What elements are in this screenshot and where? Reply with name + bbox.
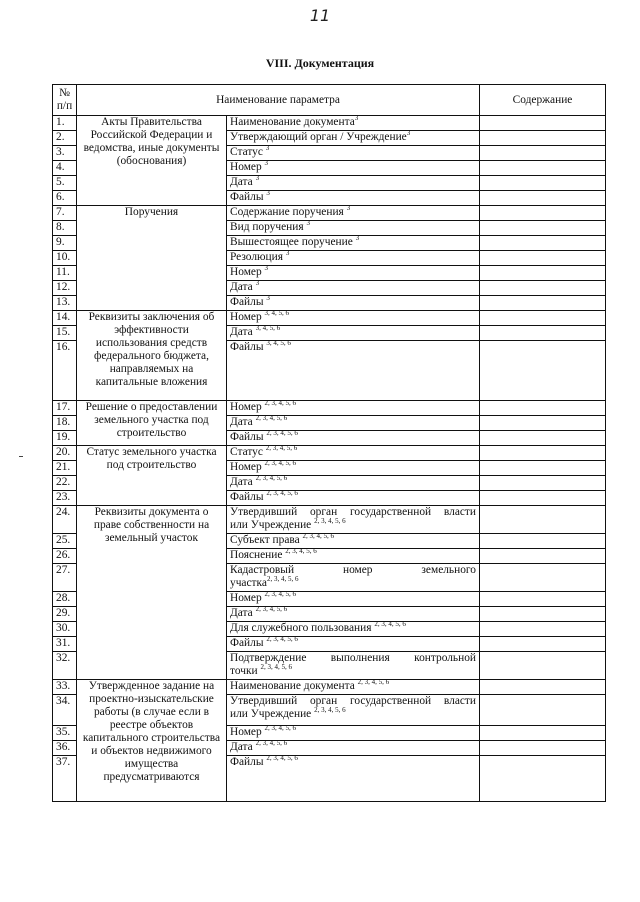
- content-cell: [480, 401, 606, 416]
- content-cell: [480, 652, 606, 680]
- row-number: 36.: [53, 741, 77, 756]
- param-name-text: Статус: [230, 146, 266, 158]
- footnote-ref: 3: [355, 234, 360, 242]
- content-cell: [480, 622, 606, 637]
- content-cell: [480, 191, 606, 206]
- row-number: 14.: [53, 311, 77, 326]
- footnote-ref: 3: [266, 189, 270, 197]
- group-label: Реквизиты заключения об эффективности использования средств федерального бюджета, направляемых на капитальные вложения: [77, 311, 227, 401]
- row-number: 4.: [53, 161, 77, 176]
- param-name-text: Утверждающий орган / Учреждение: [230, 131, 407, 143]
- param-name-text: Файлы: [230, 756, 267, 768]
- param-name-text: Номер: [230, 311, 265, 323]
- table-header-row: [53, 85, 606, 116]
- param-name-text: точки: [230, 665, 261, 677]
- row-number: 10.: [53, 251, 77, 266]
- footnote-ref: 2, 3, 4, 5, 6: [255, 739, 288, 747]
- section-title: VIII. Документация: [265, 56, 375, 70]
- content-cell: [480, 491, 606, 506]
- row-number: 21.: [53, 461, 77, 476]
- content-cell: [480, 607, 606, 622]
- row-number: 22.: [53, 476, 77, 491]
- param-name-text: Статус: [230, 446, 266, 458]
- row-number: 2.: [53, 131, 77, 146]
- header-content: Содержание: [480, 85, 606, 116]
- param-name-text: Дата: [230, 416, 256, 428]
- footnote-ref: 3, 4, 5, 6: [266, 339, 291, 347]
- footnote-ref: 2, 3, 4, 5, 6: [255, 605, 288, 613]
- table-row: [53, 680, 606, 695]
- param-name: [227, 637, 480, 652]
- param-name-text: Номер: [230, 266, 265, 278]
- group-label: Акты Правительства Российской Федерации и ведомства, иные документы (обоснования): [77, 116, 227, 206]
- param-name-text: Номер: [230, 401, 265, 413]
- group-label: Утвержденное задание на проектно-изыскательские работы (в случае если в реестре объектов капитального строительства и объектов недвижимого имущества предусматриваются: [77, 680, 227, 802]
- content-cell: [480, 726, 606, 741]
- param-name: [227, 431, 480, 446]
- footnote-ref: 2, 3, 4, 5, 6: [266, 429, 298, 437]
- footnote-ref: 2, 3, 4, 5, 6: [314, 706, 346, 714]
- row-number: 6.: [53, 191, 77, 206]
- footnote-ref: 3, 4, 5, 6: [264, 309, 290, 317]
- footnote-ref: 2, 3, 4, 5, 6: [357, 678, 390, 686]
- content-cell: [480, 206, 606, 221]
- param-name-text: участка: [230, 577, 267, 589]
- param-name-text: Файлы: [230, 431, 267, 443]
- table-row: [53, 206, 606, 221]
- param-name-text: Дата: [230, 326, 256, 338]
- footnote-ref: 2, 3, 4, 5, 6: [264, 459, 297, 467]
- footnote-ref: 3: [255, 174, 260, 182]
- content-cell: [480, 281, 606, 296]
- param-name: [227, 266, 480, 281]
- page-number: 11: [309, 6, 331, 25]
- footnote-ref: 2, 3, 4, 5, 6: [266, 489, 298, 497]
- footnote-ref: 2, 3, 4, 5, 6: [266, 575, 299, 583]
- content-cell: [480, 461, 606, 476]
- row-number: 37.: [53, 756, 77, 802]
- footnote-ref: 2, 3, 4, 5, 6: [265, 444, 298, 452]
- footnote-ref: 3: [285, 249, 290, 257]
- footnote-ref: 3, 4, 5, 6: [255, 324, 281, 332]
- row-number: 26.: [53, 549, 77, 564]
- param-name: [227, 176, 480, 191]
- param-name: [227, 341, 480, 401]
- group-label: Решение о предоставлении земельного участка под строительство: [77, 401, 227, 446]
- content-cell: [480, 311, 606, 326]
- footnote-ref: 3: [346, 204, 351, 212]
- footnote-ref: 2, 3, 4, 5, 6: [264, 724, 297, 732]
- param-name: [227, 416, 480, 431]
- row-number: 28.: [53, 592, 77, 607]
- row-number: 32.: [53, 652, 77, 680]
- param-name-text: Резолюция: [230, 251, 286, 263]
- row-number: 9.: [53, 236, 77, 251]
- param-name: [227, 756, 480, 802]
- param-name-line1: Кадастровый номер земельного: [230, 564, 477, 576]
- content-cell: [480, 506, 606, 534]
- content-cell: [480, 637, 606, 652]
- param-name: [227, 491, 480, 506]
- param-name: [227, 161, 480, 176]
- row-number: 30.: [53, 622, 77, 637]
- row-number: 33.: [53, 680, 77, 695]
- row-number: 16.: [53, 341, 77, 401]
- param-name: [227, 191, 480, 206]
- row-number: 18.: [53, 416, 77, 431]
- footnote-ref: 2, 3, 4, 5, 6: [260, 663, 292, 671]
- content-cell: [480, 476, 606, 491]
- param-name: [227, 281, 480, 296]
- footnote-ref: 3: [255, 279, 260, 287]
- group-label: Реквизиты документа о праве собственности на земельный участок: [77, 506, 227, 680]
- content-cell: [480, 221, 606, 236]
- footnote-ref: 2, 3, 4, 5, 6: [255, 474, 288, 482]
- row-number: 27.: [53, 564, 77, 592]
- group-label: Статус земельного участка под строительство: [77, 446, 227, 506]
- table-row: [53, 311, 606, 326]
- footnote-ref: 3: [354, 114, 359, 122]
- row-number: 1.: [53, 116, 77, 131]
- row-number: 12.: [53, 281, 77, 296]
- row-number: 11.: [53, 266, 77, 281]
- param-name: [227, 741, 480, 756]
- group-label: Поручения: [77, 206, 227, 311]
- footnote-ref: 3: [264, 264, 269, 272]
- footnote-ref: 3: [265, 144, 270, 152]
- row-number: 13.: [53, 296, 77, 311]
- param-name: [227, 221, 480, 236]
- param-name-line1: Утвердивший орган государственной власти: [230, 506, 477, 518]
- row-number: 8.: [53, 221, 77, 236]
- param-name: [227, 695, 480, 726]
- param-name-text: Дата: [230, 741, 256, 753]
- content-cell: [480, 251, 606, 266]
- documentation-table: [52, 84, 606, 802]
- footnote-ref: 3: [264, 159, 269, 167]
- param-name: [227, 206, 480, 221]
- footnote-ref: 3: [406, 129, 411, 137]
- param-name-text: Файлы: [230, 637, 267, 649]
- row-number: 25.: [53, 534, 77, 549]
- content-cell: [480, 446, 606, 461]
- row-number: 7.: [53, 206, 77, 221]
- param-name-text: Файлы: [230, 491, 267, 503]
- footnote-ref: 2, 3, 4, 5, 6: [285, 547, 317, 555]
- content-cell: [480, 326, 606, 341]
- param-name-text: Содержание поручения: [230, 206, 347, 218]
- param-name: [227, 506, 480, 534]
- param-name-text: Дата: [230, 176, 256, 188]
- param-name-text: Дата: [230, 281, 256, 293]
- content-cell: [480, 161, 606, 176]
- content-cell: [480, 534, 606, 549]
- param-name-text: Файлы: [230, 341, 267, 353]
- param-name-text: Номер: [230, 592, 265, 604]
- content-cell: [480, 416, 606, 431]
- table-row: [53, 116, 606, 131]
- param-name: [227, 652, 480, 680]
- row-number: 19.: [53, 431, 77, 446]
- param-name: [227, 564, 480, 592]
- footnote-ref: 2, 3, 4, 5, 6: [264, 399, 297, 407]
- param-name-text: Наименование документа: [230, 680, 358, 692]
- table-row: [53, 446, 606, 461]
- param-name: [227, 680, 480, 695]
- content-cell: [480, 431, 606, 446]
- footnote-ref: 2, 3, 4, 5, 6: [264, 590, 297, 598]
- param-name-line1: Утвердивший орган государственной власти: [230, 695, 477, 707]
- row-number: 17.: [53, 401, 77, 416]
- content-cell: [480, 564, 606, 592]
- param-name-text: Номер: [230, 161, 265, 173]
- footnote-ref: 2, 3, 4, 5, 6: [255, 414, 288, 422]
- footnote-ref: 2, 3, 4, 5, 6: [266, 635, 298, 643]
- row-number: 31.: [53, 637, 77, 652]
- param-name-text: или Учреждение: [230, 519, 315, 531]
- content-cell: [480, 116, 606, 131]
- param-name-line1: Подтверждение выполнения контрольной: [230, 652, 477, 664]
- content-cell: [480, 341, 606, 401]
- param-name-text: Вышестоящее поручение: [230, 236, 356, 248]
- row-number: 24.: [53, 506, 77, 534]
- param-name: [227, 116, 480, 131]
- param-name: [227, 534, 480, 549]
- content-cell: [480, 131, 606, 146]
- row-number: 15.: [53, 326, 77, 341]
- param-name: [227, 326, 480, 341]
- row-number: 3.: [53, 146, 77, 161]
- header-num: № п/п: [53, 85, 77, 116]
- param-name-text: Наименование документа: [230, 116, 355, 128]
- content-cell: [480, 176, 606, 191]
- content-cell: [480, 592, 606, 607]
- param-name: [227, 622, 480, 637]
- footnote-ref: 2, 3, 4, 5, 6: [374, 620, 406, 628]
- footnote-ref: 3: [266, 294, 270, 302]
- param-name: [227, 131, 480, 146]
- header-name: Наименование параметра: [77, 85, 480, 116]
- param-name-text: Для служебного пользования: [230, 622, 375, 634]
- param-name-text: Пояснение: [230, 549, 286, 561]
- content-cell: [480, 296, 606, 311]
- param-name-text: Файлы: [230, 296, 267, 308]
- footnote-ref: 2, 3, 4, 5, 6: [314, 517, 346, 525]
- param-name-text: Дата: [230, 607, 256, 619]
- param-name-text: или Учреждение: [230, 708, 315, 720]
- content-cell: [480, 236, 606, 251]
- row-number: 23.: [53, 491, 77, 506]
- row-number: 34.: [53, 695, 77, 726]
- param-name-text: Субъект права: [230, 534, 303, 546]
- table-row: [53, 401, 606, 416]
- row-number: 35.: [53, 726, 77, 741]
- content-cell: [480, 756, 606, 802]
- row-number: 5.: [53, 176, 77, 191]
- table-row: [53, 506, 606, 534]
- content-cell: [480, 741, 606, 756]
- param-name-text: Вид поручения: [230, 221, 307, 233]
- param-name: [227, 476, 480, 491]
- param-name-text: Номер: [230, 726, 265, 738]
- footnote-ref: 3: [306, 219, 310, 227]
- content-cell: [480, 146, 606, 161]
- param-name: [227, 549, 480, 564]
- footnote-ref: 2, 3, 4, 5, 6: [266, 754, 298, 762]
- row-number: 29.: [53, 607, 77, 622]
- param-name: [227, 236, 480, 251]
- table-body: [53, 116, 606, 802]
- content-cell: [480, 680, 606, 695]
- param-name-text: Дата: [230, 476, 256, 488]
- param-name: [227, 607, 480, 622]
- content-cell: [480, 549, 606, 564]
- margin-mark: [19, 456, 23, 457]
- param-name-text: Файлы: [230, 191, 267, 203]
- content-cell: [480, 266, 606, 281]
- footnote-ref: 2, 3, 4, 5, 6: [302, 532, 335, 540]
- row-number: 20.: [53, 446, 77, 461]
- content-cell: [480, 695, 606, 726]
- param-name-text: Номер: [230, 461, 265, 473]
